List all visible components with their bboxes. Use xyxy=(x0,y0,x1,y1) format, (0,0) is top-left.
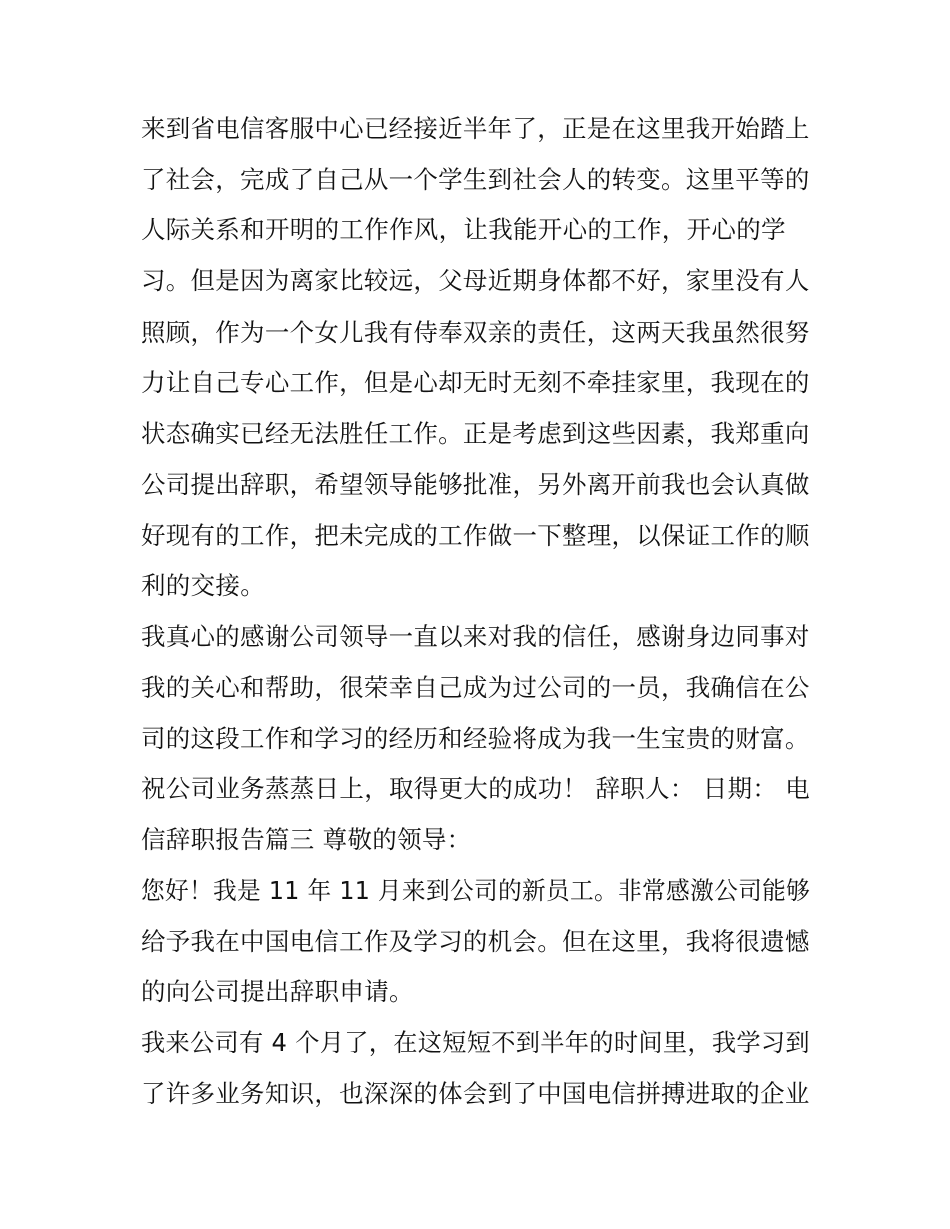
text-line: 我来公司有 4 个月了，在这短短不到半年的时间里，我学习到 xyxy=(141,1028,810,1057)
text-line: 利的交接。 xyxy=(141,571,265,600)
text-line: 祝公司业务蒸蒸日上，取得更大的成功！ 辞职人： 日期： 电 xyxy=(141,774,811,803)
text-line: 来到省电信客服中心已经接近半年了，正是在这里我开始踏上 xyxy=(141,114,810,143)
text-line: 我真心的感谢公司领导一直以来对我的信任，感谢身边同事对 xyxy=(141,622,810,651)
text-line: 信辞职报告篇三 尊敬的领导： xyxy=(141,825,472,854)
text-line: 状态确实已经无法胜任工作。正是考虑到这些因素，我郑重向 xyxy=(141,419,810,448)
text-line: 人际关系和开明的工作作风，让我能开心的工作，开心的学 xyxy=(141,215,786,244)
text-line: 公司提出辞职，希望领导能够批准，另外离开前我也会认真做 xyxy=(141,470,810,499)
text-line: 力让自己专心工作，但是心却无时无刻不牵挂家里，我现在的 xyxy=(141,368,810,397)
text-line: 了许多业务知识，也深深的体会到了中国电信拼搏进取的企业 xyxy=(141,1079,810,1108)
text-line: 好现有的工作，把未完成的工作做一下整理，以保证工作的顺 xyxy=(141,521,810,550)
text-line: 给予我在中国电信工作及学习的机会。但在这里，我将很遗憾 xyxy=(141,927,810,956)
text-line: 司的这段工作和学习的经历和经验将成为我一生宝贵的财富。 xyxy=(141,724,810,753)
text-line: 您好！我是 11 年 11 月来到公司的新员工。非常感激公司能够 xyxy=(141,876,811,905)
text-line: 我的关心和帮助，很荣幸自己成为过公司的一员，我确信在公 xyxy=(141,673,810,702)
text-line: 了社会，完成了自己从一个学生到社会人的转变。这里平等的 xyxy=(141,165,810,194)
text-line: 照顾，作为一个女儿我有侍奉双亲的责任，这两天我虽然很努 xyxy=(141,318,810,347)
text-line: 习。但是因为离家比较远，父母近期身体都不好，家里没有人 xyxy=(141,266,810,295)
text-line: 的向公司提出辞职申请。 xyxy=(141,977,414,1006)
